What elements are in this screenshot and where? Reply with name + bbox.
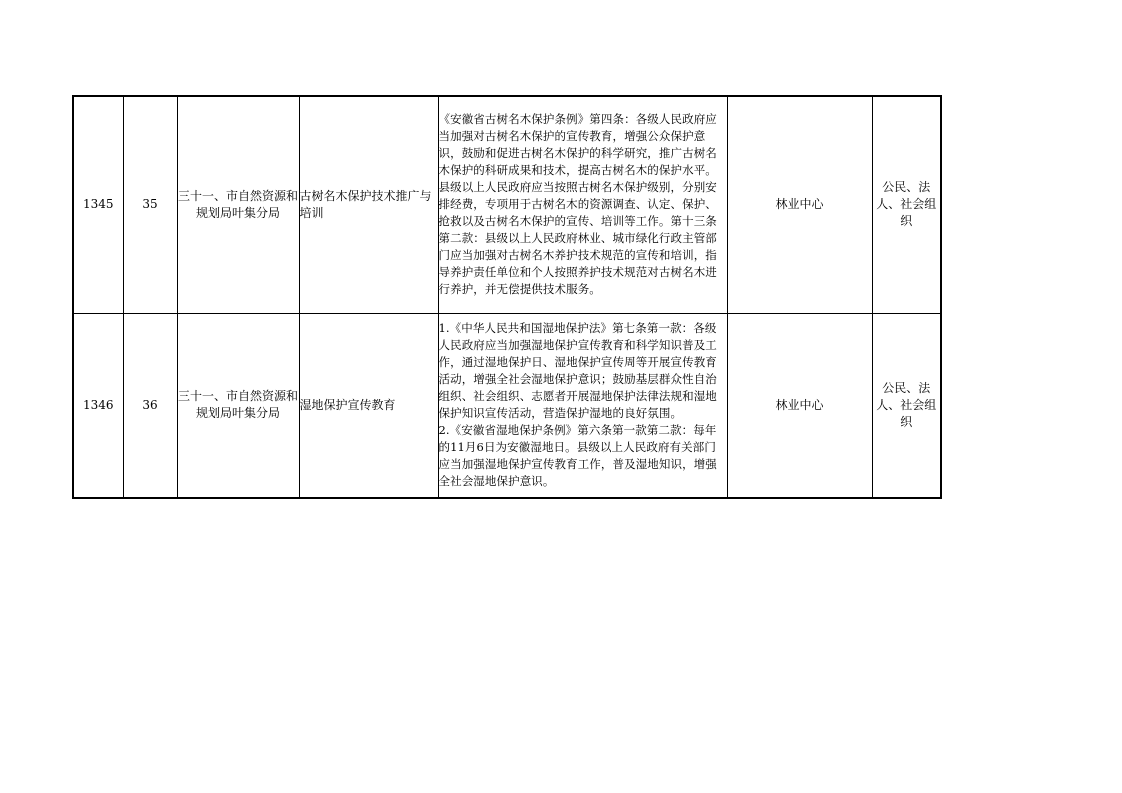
department-cell[interactable]: 三十一、市自然资源和规划局叶集分局 [177,313,299,498]
seq-cell[interactable]: 1345 [73,96,123,313]
responsible-unit-cell[interactable]: 林业中心 [727,96,872,313]
legal-basis-cell[interactable] [438,96,727,313]
service-target-cell[interactable]: 公民、法人、社会组织 [872,96,941,313]
responsible-unit-cell[interactable]: 林业中心 [727,313,872,498]
legal-basis-text: 《安徽省古树名木保护条例》第四条：各级人民政府应当加强对古树名木保护的宣传教育，增强公众保护意识，鼓励和促进古树名木保护的科学研究，推广古树名木保护的科研成果和技术，提高古树名木的保护水平。县级以上人民政府应当按照古树名木保护级别，分别安排经费，专项用于古树名木的资源调查、认定、保护、抢救以及古树名木保护的宣传、培训等工作。第十三条第二款：县级以上人民政府林业、城市绿化行政主管部门应当加强对古树名木养护技术规范的宣传和培训，指导养护责任单位和个人按照养护技术规范对古树名木进行养护，并无偿提供技术服务。 [438,112,717,297]
legal-basis-text: 1.《中华人民共和国湿地保护法》第七条第一款：各级人民政府应当加强湿地保护宣传教育和科学知识普及工作，通过湿地保护日、湿地保护宣传周等开展宣传教育活动，增强全社会湿地保护意识；鼓励基层群众性自治组织、社会组织、志愿者开展湿地保护法律法规和湿地保护知识宣传活动，营造保护湿地的良好氛围。 2.《安徽省湿地保护条例》第六条第一款第二款：每年的11月6日为安徽湿地日。县级以上人民政府有关部门应当加强湿地保护宣传教育工作，普及湿地知识，增强全社会湿地保护意识。 [438,321,717,489]
sub-seq-cell[interactable]: 36 [123,313,177,498]
sub-seq-cell[interactable]: 35 [123,96,177,313]
table-row [73,96,941,313]
data-table [72,95,942,499]
department-cell[interactable]: 三十一、市自然资源和规划局叶集分局 [177,96,299,313]
item-name-cell[interactable]: 湿地保护宣传教育 [299,313,438,498]
service-target-cell[interactable]: 公民、法人、社会组织 [872,313,941,498]
seq-cell[interactable]: 1346 [73,313,123,498]
table-row [73,313,941,498]
legal-basis-cell[interactable] [438,313,727,498]
item-name-cell[interactable]: 古树名木保护技术推广与培训 [299,96,438,313]
